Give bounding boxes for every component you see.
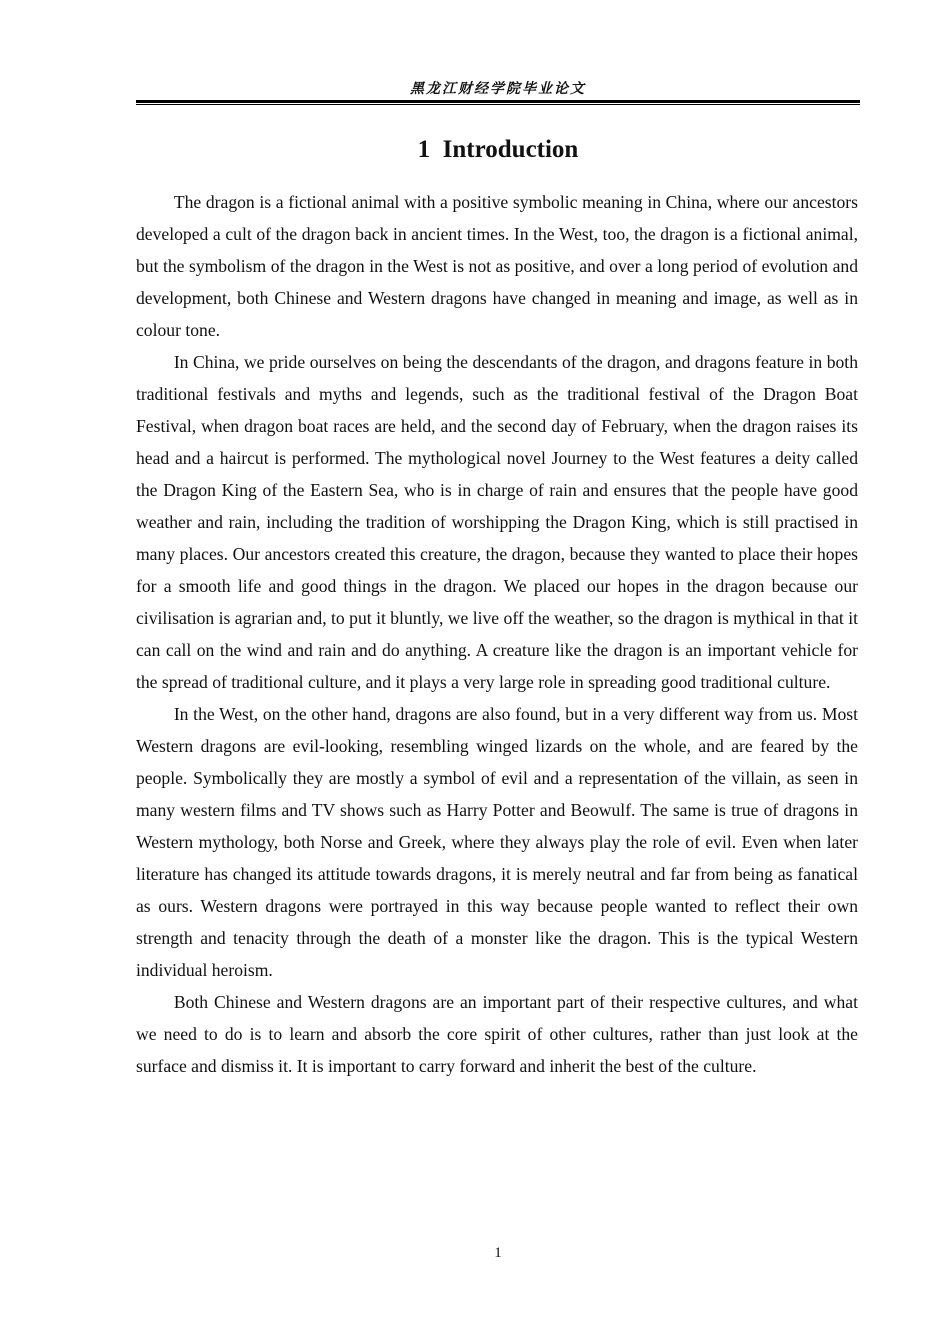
page-number: 1: [494, 1245, 502, 1261]
paragraph-4: Both Chinese and Western dragons are an important part of their respective cultures, and what we need to do is to learn and absorb the core spirit of other cultures, rather than just look at the surface and dismiss it. It is important to carry forward and inherit the best of the culture.: [136, 992, 858, 1076]
header-rule-thin: [136, 104, 860, 105]
running-header-title: 黑龙江财经学院毕业论文: [410, 81, 586, 97]
header-rule-thick: [136, 100, 860, 103]
paragraph-1: The dragon is a fictional animal with a positive symbolic meaning in China, where our ancestors developed a cult of the dragon back in ancient times. In the West, too, the dragon is a fictional animal, but the symbolism of the dragon in the West is not as positive, and over a long period of evolution and development, both Chinese and Western dragons have changed in meaning and image, as well as in colour tone.: [136, 192, 858, 340]
paragraph-2: In China, we pride ourselves on being the descendants of the dragon, and dragons feature in both traditional festivals and myths and legends, such as the traditional festival of the Dragon Boat Festival, when dragon boat races are held, and the second day of February, when the dragon raises its head and a haircut is performed. The mythological novel Journey to the West features a deity called the Dragon King of the Eastern Sea, who is in charge of rain and ensures that the people have good weather and rain, including the tradition of worshipping the Dragon King, which is still practised in many places. Our ancestors created this creature, the dragon, because they wanted to place their hopes for a smooth life and good things in the dragon. We placed our hopes in the dragon because our civilisation is agrarian and, to put it bluntly, we live off the weather, so the dragon is mythical in that it can call on the wind and rain and do anything. A creature like the dragon is an important vehicle for the spread of traditional culture, and it plays a very large role in spreading good traditional culture.: [136, 352, 858, 692]
body-text: [136, 186, 858, 1082]
paragraph-3: In the West, on the other hand, dragons are also found, but in a very different way from us. Most Western dragons are evil-looking, resembling winged lizards on the whole, and are feared by the people. Symbolically they are mostly a symbol of evil and a representation of the villain, as seen in many western films and TV shows such as Harry Potter and Beowulf. The same is true of dragons in Western mythology, both Norse and Greek, where they always play the role of evil. Even when later literature has changed its attitude towards dragons, it is merely neutral and far from being as fanatical as ours. Western dragons were portrayed in this way because people wanted to reflect their own strength and tenacity through the death of a monster like the dragon. This is the typical Western individual heroism.: [136, 704, 858, 980]
section-heading: 1 Introduction: [417, 136, 579, 163]
